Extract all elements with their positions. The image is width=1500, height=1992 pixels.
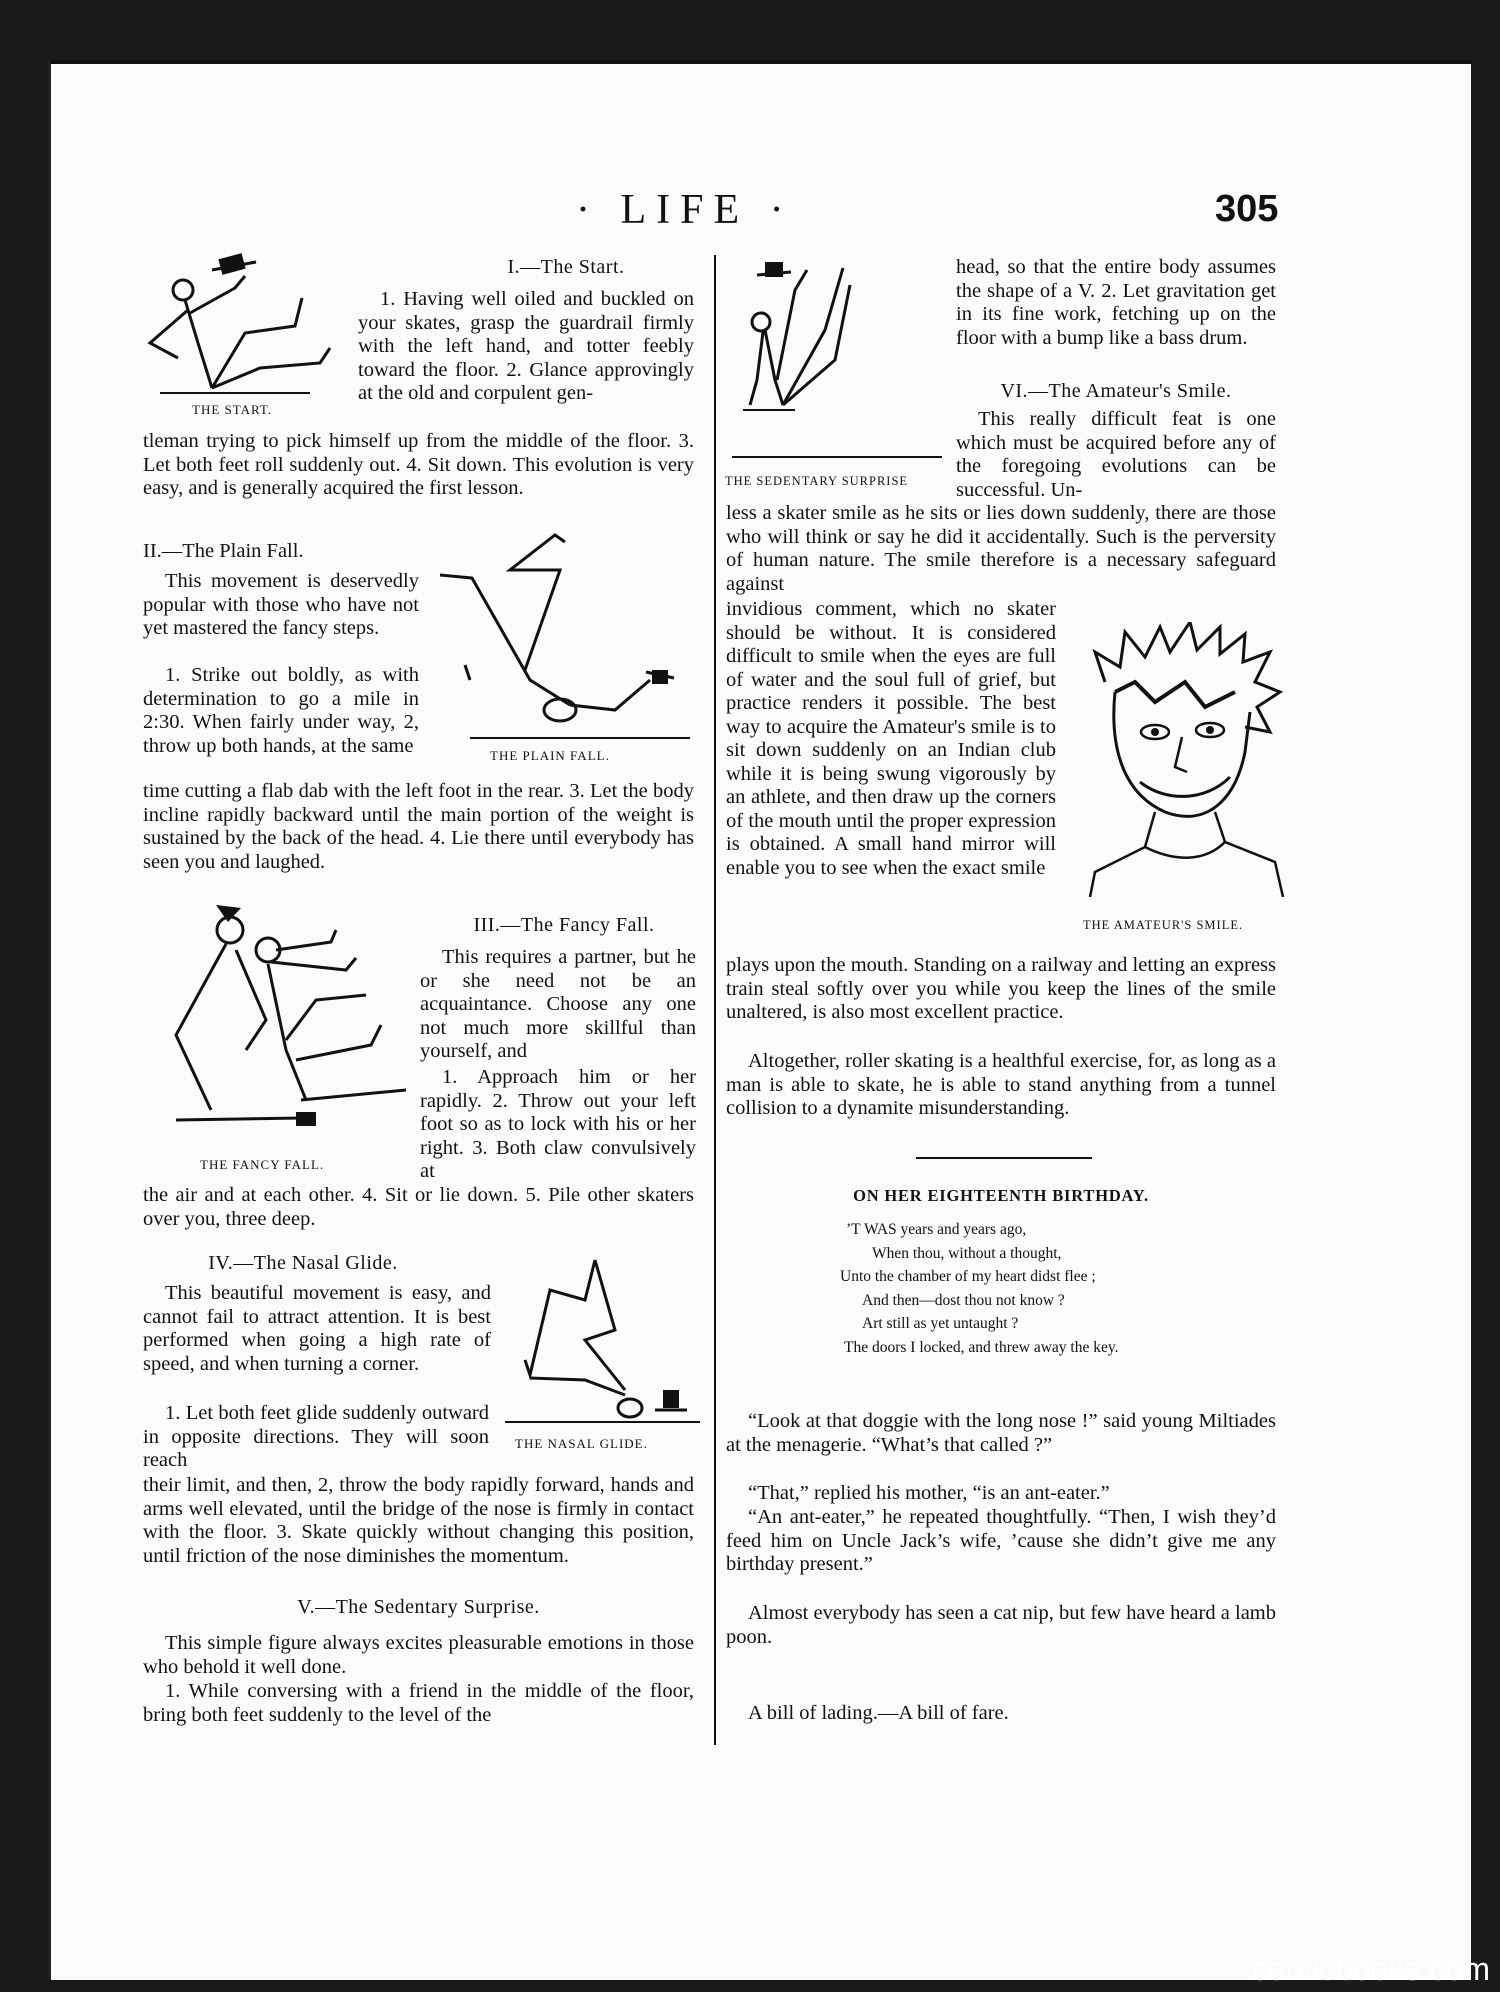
- figure-amateurs-smile-portrait: [1085, 622, 1285, 897]
- joke-anteater-a: “Look at that doggie with the long nose !” said young Miltiades at the menagerie. “What’s that called ?”: [726, 1410, 1276, 1456]
- section-title-plainfall: II.—The Plain Fall.: [143, 540, 304, 562]
- section-nasalglide-text-b: 1. Let both feet glide suddenly outward in opposite directions. They will soon reach: [143, 1402, 489, 1471]
- section-plainfall-text-b: 1. Strike out boldly, as with determination to go a mile in 2:30. When fairly under way, 2, throw up both hands, at the same: [143, 664, 419, 757]
- section-smile-text-a: This really difficult feat is one which must be acquired before any of the foregoing evolutions can be successful. Un-: [956, 408, 1276, 501]
- section-sedentary-text-a: This simple figure always excites pleasurable emotions in those who behold it well done.: [143, 1632, 694, 1678]
- page-number: 305: [1215, 188, 1279, 230]
- section-sedentary-text-b: 1. While conversing with a friend in the middle of the floor, bring both feet suddenly to the level of the: [143, 1680, 694, 1726]
- section-title-nasalglide: IV.—The Nasal Glide.: [208, 1252, 398, 1274]
- figure-the-start: [140, 248, 340, 418]
- section-title-smile: VI.—The Amateur's Smile.: [1000, 380, 1232, 402]
- masthead: · LIFE ·: [576, 187, 794, 233]
- section-smile-text-e: Altogether, roller skating is a healthful exercise, for, as long as a man is able to skate, he is able to stand anything from a tunnel collision to a dynamite misunderstanding.: [726, 1050, 1276, 1119]
- section-fancyfall-text-a: This requires a partner, but he or she need not be an acquaintance. Choose any one not much more skillful than yourself, and: [420, 946, 696, 1062]
- figure-fancy-fall: [146, 900, 411, 1145]
- caption-nasal-glide: THE NASAL GLIDE.: [515, 1436, 648, 1451]
- caption-fancy-fall: THE FANCY FALL.: [200, 1157, 325, 1172]
- poem-line-3: Unto the chamber of my heart didst flee ;: [840, 1268, 1096, 1285]
- section-plainfall-title-wrap: [143, 540, 443, 564]
- section-divider-poem: [916, 1157, 1092, 1159]
- caption-plain-fall: THE PLAIN FALL.: [490, 748, 610, 763]
- figure-nasal-glide: [505, 1250, 700, 1430]
- poem-line-1: ’T WAS years and years ago,: [846, 1221, 1027, 1238]
- figure-sedentary-surprise: [735, 250, 915, 425]
- caption-sedentary-surprise: THE SEDENTARY SURPRISE: [725, 474, 909, 488]
- section-nasalglide-text-a: This beautiful movement is easy, and cannot fail to attract attention. It is best performed when going a high rate of speed, and when turning a corner.: [143, 1282, 491, 1375]
- section-plainfall-text-c: time cutting a flab dab with the left foot in the rear. 3. Let the body incline rapidly backward until the main portion of the weight is sustained by the back of the head. 4. Lie there until everybody has seen you and laughed.: [143, 780, 694, 873]
- section-fancyfall-text-b: 1. Approach him or her rapidly. 2. Throw out your left foot so as to lock with his or her right. 3. Both claw convulsively at: [420, 1066, 696, 1182]
- section-smile-text-c: invidious comment, which no skater should be without. It is considered difficult to smile when the eyes are full of water and the soul full of grief, but practice renders it possible. The best way to acquire the Amateur's smile is to sit down suddenly on an Indian club while it is being swung vigorously by an athlete, and then draw up the corners of the mouth until the proper expression is obtained. A small hand mirror will enable you to see when the exact smile: [726, 598, 1056, 879]
- section-start-title-wrap: [436, 256, 696, 280]
- poem-line-6: The doors I locked, and threw away the key.: [844, 1338, 1119, 1356]
- poem-line-2: When thou, without a thought,: [872, 1244, 1062, 1262]
- section-smile-text-b: less a skater smile as he sits or lies down suddenly, there are those who will think or say he did it accidentally. Such is the perversity of human nature. The smile therefore is a necessary safeguard against: [726, 502, 1276, 595]
- caption-amateurs-smile: THE AMATEUR'S SMILE.: [1083, 918, 1244, 932]
- section-title-fancyfall: III.—The Fancy Fall.: [473, 914, 655, 936]
- caption-the-start: THE START.: [192, 402, 273, 417]
- section-smile-title-wrap: [956, 380, 1276, 404]
- poem-title: ON HER EIGHTEENTH BIRTHDAY.: [853, 1186, 1149, 1205]
- joke-anteater-c: “An ant-eater,” he repeated thoughtfully. “Then, I wish they’d feed him on Uncle Jack’s wife, ’cause she didn’t give me any birthday present.”: [726, 1506, 1276, 1575]
- section-sedentary-title-wrap: [143, 1596, 694, 1620]
- section-title-start: I.—The Start.: [507, 256, 625, 278]
- joke-lamb-poon: Almost everybody has seen a cat nip, but few have heard a lamb poon.: [726, 1602, 1276, 1648]
- figure-plain-fall: [430, 530, 690, 745]
- section-sedentary-continued: head, so that the entire body assumes the shape of a V. 2. Let gravitation get in its fine work, fetching up on the floor with a bump like a bass drum.: [956, 256, 1276, 349]
- section-plainfall-text-a: This movement is deservedly popular with those who have not yet mastered the fancy steps.: [143, 570, 419, 639]
- section-fancyfall-title-wrap: [434, 914, 694, 938]
- joke-anteater-b: “That,” replied his mother, “is an ant-eater.”: [748, 1482, 1110, 1504]
- figure-sedentary-rule: [732, 456, 942, 458]
- watermark: comicbooks.com: [1251, 1951, 1490, 1987]
- page-top-edge: [51, 60, 1471, 64]
- section-start-text-b: tleman trying to pick himself up from the middle of the floor. 3. Let both feet roll suddenly out. 4. Sit down. This evolution is very easy, and is generally acquired the first lesson.: [143, 430, 694, 499]
- section-title-sedentary: V.—The Sedentary Surprise.: [297, 1596, 540, 1618]
- section-nasalglide-text-c: their limit, and then, 2, throw the body rapidly forward, hands and arms well elevated, until the bridge of the nose is firmly in contact with the floor. 3. Skate quickly without changing this position, until friction of the nose diminishes the momentum.: [143, 1474, 694, 1567]
- section-smile-text-d: plays upon the mouth. Standing on a railway and letting an express train steal softly over you while you keep the lines of the smile unaltered, is also most excellent practice.: [726, 954, 1276, 1023]
- joke-bill-of-lading: A bill of lading.—A bill of fare.: [748, 1702, 1009, 1724]
- section-fancyfall-text-c: the air and at each other. 4. Sit or lie down. 5. Pile other skaters over you, three deep.: [143, 1184, 694, 1230]
- poem-line-4: And then—dost thou not know ?: [862, 1291, 1065, 1309]
- section-start-text-a: 1. Having well oiled and buckled on your skates, grasp the guardrail firmly with the left hand, and totter feebly toward the floor. 2. Glance approvingly at the old and corpulent gen-: [358, 288, 694, 404]
- column-divider: [714, 255, 716, 1745]
- section-nasalglide-title-wrap: [143, 1252, 463, 1276]
- poem-body: [800, 1218, 1280, 1359]
- poem-line-5: Art still as yet untaught ?: [862, 1315, 1019, 1332]
